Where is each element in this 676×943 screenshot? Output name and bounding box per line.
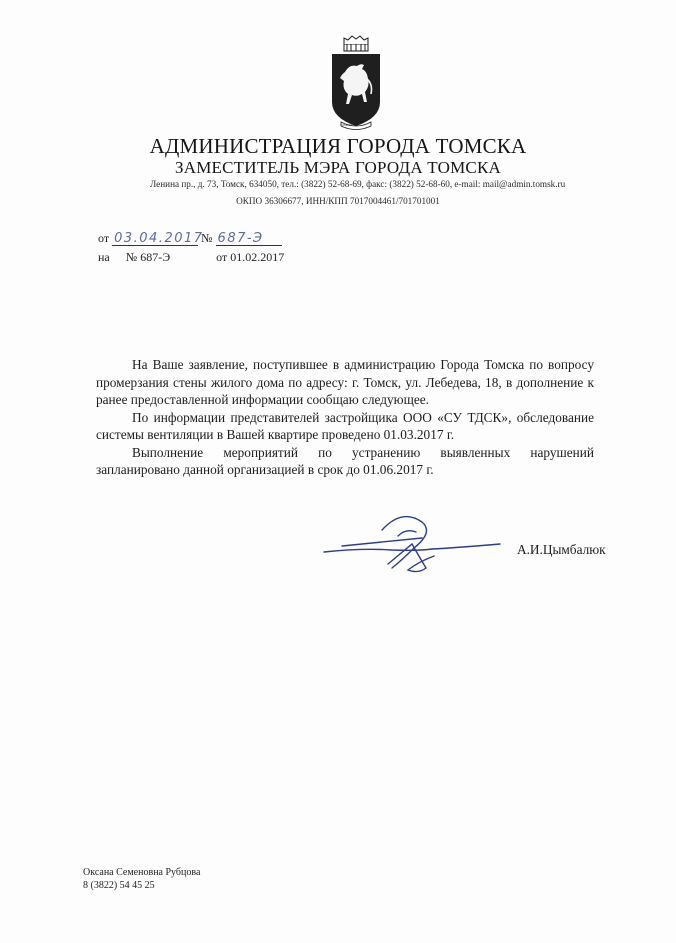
organization-title: АДМИНИСТРАЦИЯ ГОРОДА ТОМСКА [149,134,527,158]
executor-name: Оксана Семеновна Рубцова [83,867,201,878]
organization-subtitle: ЗАМЕСТИТЕЛЬ МЭРА ГОРОДА ТОМСКА [175,158,501,177]
reply-registration [98,250,284,265]
emblem-motto: ТОМСКЪ [340,123,353,127]
reply-label: на [98,250,110,264]
executor-phone: 8 (3822) 54 45 25 [83,880,155,891]
outgoing-date-handwritten: 03.04.2017 [114,231,204,246]
outgoing-registration [98,231,282,246]
executor-info [83,866,200,892]
reply-date-label: от [216,250,228,264]
outgoing-number-handwritten: 687-Э [217,231,264,246]
outgoing-number-field [216,232,282,246]
city-coat-of-arms-icon [327,34,385,134]
number-label: № [201,231,213,245]
organization-address: Ленина пр., д. 73, Томск, 634050, тел.: (3822) 52-68-69, факс: (3822) 52-68-60, e-mail: mail@admin.tomsk.ru [150,179,566,189]
handwritten-signature [322,508,502,588]
reply-date: 01.02.2017 [230,250,285,264]
body-paragraph: По информации представителей застройщика ООО «СУ ТДСК», обследование системы вентиляции в Вашей квартире проведено 01.03.2017 г. [96,409,594,442]
reply-number: № 687-Э [125,250,171,264]
letter-body [96,356,594,479]
body-paragraph: На Ваше заявление, поступившее в администрацию Города Томска по вопросу промерзания стены жилого дома по адресу: г. Томск, ул. Лебедева, 18, в дополнение к ранее предоставленной информации сообщаю следующее. [96,357,594,407]
from-label: от [98,231,110,245]
body-paragraph: Выполнение мероприятий по устранению выявленных нарушений запланировано данной организацией в срок до 01.06.2017 г. [96,444,594,477]
organization-codes: ОКПО 36306677, ИНН/КПП 7017004461/701701001 [236,196,440,206]
outgoing-date-field [112,231,204,246]
signer-name: А.И.Цымбалюк [517,542,606,557]
